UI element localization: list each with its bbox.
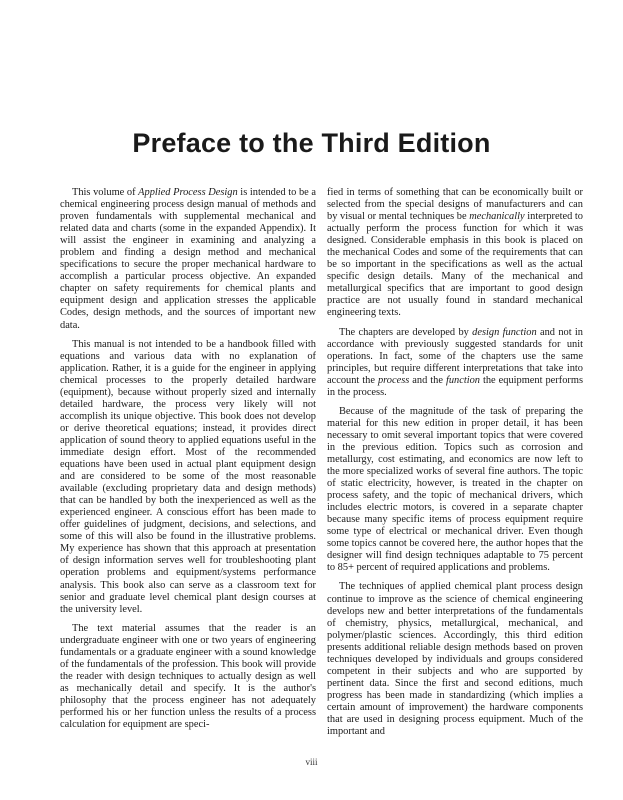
paragraph: Because of the magnitude of the task of preparing the material for this new edition in proper detail, it has been necessary to omit several important topics that were covered in the previous edition. Topics such as corrosion and metallurgy, cost estimating, and economics are now left to the more specialized works of several fine authors. The topic of static electricity, however, is treated in the chapter on process safety, and the topic of mechanical drivers, which includes electric motors, is covered in a separate chapter because many specific items of process equipment require some type of electrical or mechanical driver. Even though some topics cannot be covered here, the author hopes that the designer will find design techniques adaptable to 75 percent to 85+ percent of required applications and problems. bbox=[327, 405, 583, 574]
paragraph: The text material assumes that the reader is an undergraduate engineer with one or two years of engineering fundamentals or a graduate engineer with a sound knowledge of the fundamentals of the profession. This book will provide the reader with design techniques to actually design as well as mechanically detail and specify. It is the author's philosophy that the process engineer has not adequately performed his or her function unless the results of a process calculation for equipment are speci- bbox=[60, 622, 316, 731]
text-run: is intended to be a chemical engineering process design manual of methods and proven fundamentals with supplemental mechanical and related data and charts (some in the expanded Appendix). It will assist the engineer in examining and analyzing a problem and finding a design method and mechanical specifications to secure the proper mechanical hardware to accomplish a particular process objective. An expanded chapter on safety requirements for chemical plants and equipment design and application stresses the applicable Codes, design methods, and the sources of important new data. bbox=[60, 187, 317, 331]
text-run: and the bbox=[409, 374, 446, 386]
paragraph: This manual is not intended to be a handbook filled with equations and various data with no explanation of application. Rather, it is a guide for the engineer in applying chemical processes to the properly detailed hardware (equipment), because without properly sized and internally detailed hardware, the process very likely will not accomplish its unique objective. This book does not develop or derive theoretical equations; instead, it provides direct application of sound theory to applied equations useful in the immediate design effort. Most of the recommended equations have been used in actual plant equipment design and are considered to be some of the most reasonable available (excluding proprietary data and design methods) that can be handled by both the inexperienced as well as the experienced engineer. A conscious effort has been made to offer guidelines of judgment, decisions, and selections, and some of this will also be found in the illustrative problems. My experience has shown that this approach at presentation of design information serves well for troubleshooting plant operation problems and equipment/systems performance analysis. This book also can serve as a classroom text for senior and graduate level chemical plant design courses at the university level. bbox=[60, 338, 316, 615]
right-text-column bbox=[327, 187, 583, 745]
text-run: interpreted to actually perform the process function for which it was designed. Considerable emphasis in this book is placed on the mechanical Codes and some of the requirements that can be so important in the specifications as well as the actual specific design details. Many of the mechanical and metallurgical specifics that are important to good design practice are not usually found in standard mechanical engineering texts. bbox=[327, 211, 584, 319]
text-run: The chapters are developed by bbox=[339, 326, 473, 338]
page-title: Preface to the Third Edition bbox=[132, 128, 491, 158]
paragraph: The techniques of applied chemical plant process design continue to improve as the science of chemical engineering develops new and better interpretations of the fundamentals of chemistry, physics, metallurgical, mechanical, and polymer/plastic sciences. Accordingly, this third edition presents additional reliable design methods based on proven techniques developed by individuals and groups considered competent in their subjects and who are supported by pertinent data. Since the first and second editions, much progress has been made in standardizing (which implies a certain amount of improvement) the hardware components that are used in designing process equipment. Much of the important and bbox=[327, 581, 583, 738]
page-number: viii bbox=[305, 757, 318, 767]
italic-term: design function bbox=[472, 326, 537, 338]
paragraph-continued bbox=[327, 187, 583, 320]
italic-term: function bbox=[445, 374, 480, 386]
book-title-italic: Applied Process Design bbox=[138, 187, 238, 198]
paragraph bbox=[327, 327, 583, 399]
text-run: This volume of bbox=[72, 187, 139, 198]
left-text-column bbox=[60, 187, 316, 738]
text-run: fied in terms of something that can be economically built or selected from the special designs of manufacturers and can by visual or mental techniques be bbox=[327, 187, 583, 223]
text-run: and not in accordance with previously suggested standards for unit operations. In fact, some of the chapters use the same principles, but require different interpretations that take into account the bbox=[327, 326, 583, 386]
italic-term: mechanically bbox=[469, 211, 525, 223]
text-run: the equipment performs in the process. bbox=[327, 374, 583, 398]
italic-term: process bbox=[377, 374, 410, 386]
paragraph bbox=[60, 187, 316, 332]
